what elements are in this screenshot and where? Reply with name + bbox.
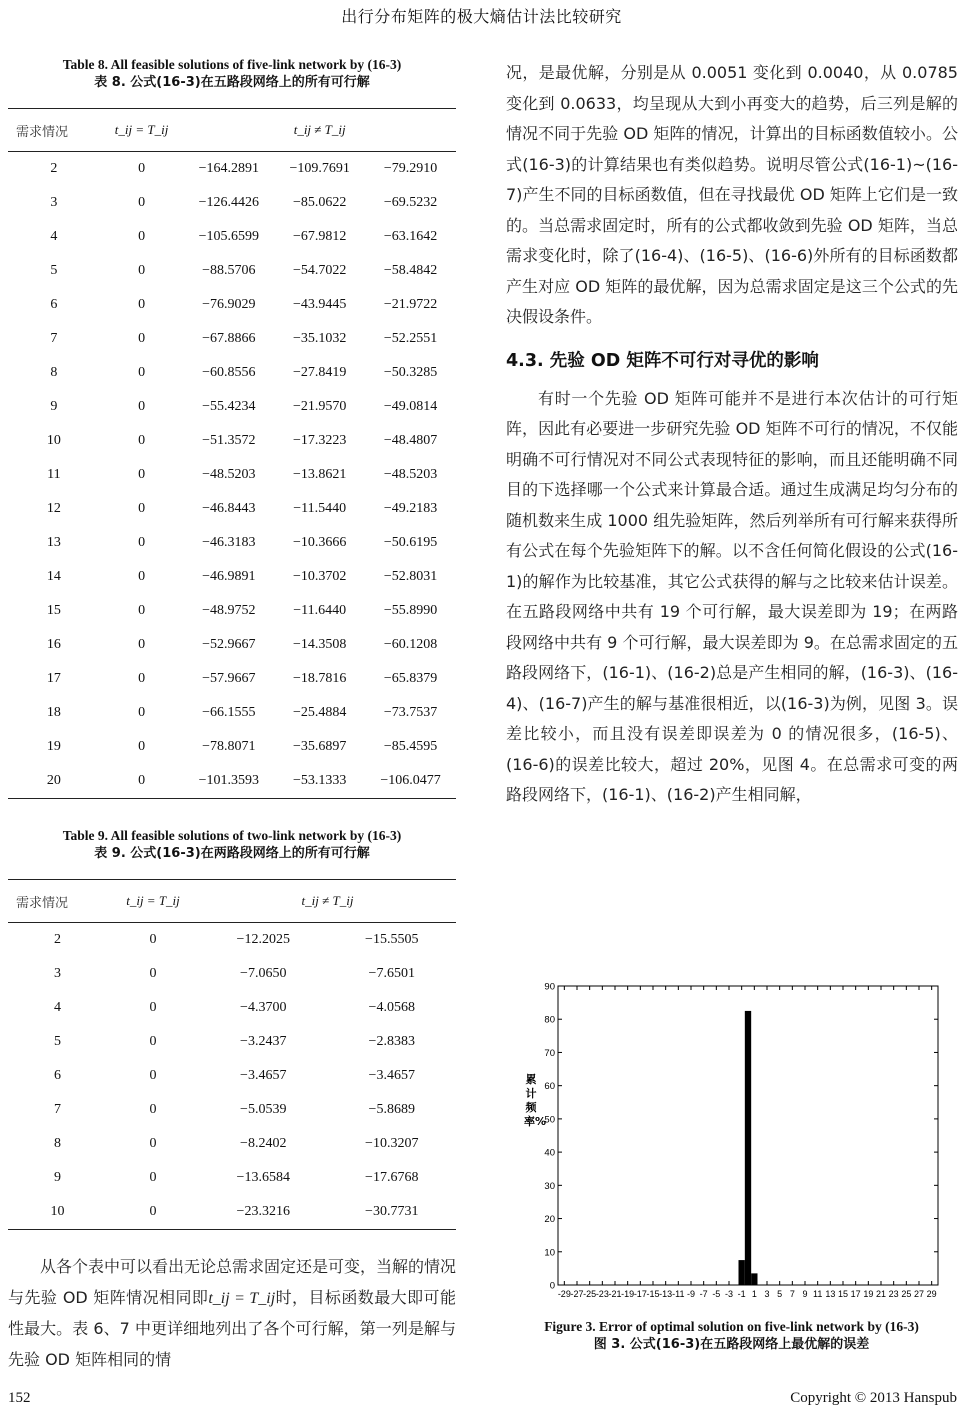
- table-cell: −106.0477: [380, 773, 441, 788]
- table-cell: 12: [46, 501, 61, 516]
- x-tick-label: -7: [699, 1289, 708, 1299]
- table-cell: −12.2025: [236, 932, 290, 947]
- table-cell: −52.2551: [383, 331, 438, 346]
- table-cell: −13.6584: [236, 1170, 290, 1185]
- table-row: [8, 186, 456, 220]
- x-tick-label: -11: [672, 1289, 685, 1299]
- table-cell: −57.9667: [202, 671, 256, 686]
- table-row: [8, 322, 456, 356]
- table-cell: −8.2402: [240, 1136, 287, 1151]
- table-cell: 0: [138, 399, 146, 414]
- table-cell: −60.1208: [383, 637, 438, 652]
- table-cell: −48.5203: [202, 467, 256, 482]
- x-tick-label: 19: [863, 1289, 874, 1299]
- table9-header-row: [8, 880, 456, 923]
- table-cell: 11: [47, 467, 61, 482]
- table9-caption: [8, 827, 456, 863]
- table-row: [8, 1093, 456, 1127]
- table-cell: −73.7537: [383, 705, 438, 720]
- figure3-caption-en: Figure 3. Error of optimal solution on five-link network by (16-3): [544, 1319, 919, 1334]
- table8-body: [8, 152, 456, 799]
- table-cell: −48.9752: [202, 603, 256, 618]
- table-cell: −69.5232: [383, 195, 438, 210]
- section-heading: 4.3. 先验 OD 矩阵不可行对寻优的影响: [506, 350, 819, 371]
- table-row: [8, 594, 456, 628]
- table-row: [8, 764, 456, 799]
- table-cell: 7: [54, 1102, 61, 1117]
- table-cell: −15.5505: [365, 932, 419, 947]
- table-cell: −43.9445: [292, 297, 347, 312]
- table-cell: 0: [138, 671, 146, 686]
- table-cell: −25.4884: [292, 705, 347, 720]
- x-tick-label: -15: [646, 1289, 660, 1299]
- x-tick-label: 11: [812, 1289, 823, 1299]
- table-cell: 18: [46, 705, 61, 720]
- table-cell: −88.5706: [202, 263, 256, 278]
- table-row: [8, 152, 456, 187]
- y-tick-label: 80: [544, 1014, 555, 1026]
- table-cell: 0: [138, 569, 146, 584]
- table9-body: [8, 923, 456, 1230]
- table-row: [8, 662, 456, 696]
- table-cell: 9: [50, 399, 58, 414]
- table-row: [8, 923, 456, 958]
- table-cell: 0: [138, 195, 146, 210]
- table-cell: 0: [149, 1102, 157, 1117]
- table-cell: 14: [46, 569, 61, 584]
- table8-header-equal-text: t_ij = T_ij: [114, 122, 169, 137]
- table-cell: −49.0814: [383, 399, 438, 414]
- table8-caption-zh: 表 8. 公式(16-3)在五路段网络上的所有可行解: [94, 75, 370, 90]
- table-cell: −17.3223: [292, 433, 347, 448]
- x-tick-label: 9: [802, 1289, 808, 1299]
- y-tick-label: 50: [544, 1114, 555, 1126]
- x-tick-label: 15: [837, 1289, 849, 1299]
- table-cell: 0: [149, 1000, 157, 1015]
- table8-header-demand: 需求情况: [16, 124, 69, 140]
- table-cell: 5: [50, 263, 58, 278]
- table-cell: −101.3593: [198, 773, 259, 788]
- y-tick-label: 30: [544, 1180, 555, 1192]
- table-cell: −30.7731: [365, 1204, 419, 1219]
- table-cell: 0: [149, 966, 157, 981]
- table-cell: −23.3216: [236, 1204, 290, 1219]
- x-tick-label: 5: [777, 1289, 783, 1299]
- table-row: [8, 1127, 456, 1161]
- table-cell: 0: [138, 739, 146, 754]
- table-row: [8, 492, 456, 526]
- table9-caption-en: Table 9. All feasible solutions of two-link network by (16-3): [62, 828, 402, 843]
- table-row: [8, 1161, 456, 1195]
- x-tick-label: -1: [737, 1289, 746, 1299]
- table-cell: 6: [50, 297, 58, 312]
- table-cell: 3: [50, 195, 58, 210]
- table9-header-notequal-text: t_ij ≠ T_ij: [301, 893, 354, 908]
- table-cell: −58.4842: [383, 263, 438, 278]
- table-cell: 9: [54, 1170, 61, 1185]
- table-row: [8, 1025, 456, 1059]
- table-cell: 0: [138, 773, 146, 788]
- table-row: [8, 288, 456, 322]
- y-tick-label: 10: [544, 1247, 555, 1259]
- table8-caption: [8, 56, 456, 92]
- x-tick-label: 1: [751, 1289, 757, 1299]
- table-row: [8, 560, 456, 594]
- x-tick-label: 25: [901, 1289, 912, 1299]
- table-cell: −51.3572: [202, 433, 256, 448]
- table-row: [8, 390, 456, 424]
- x-tick-label: -27: [570, 1289, 584, 1299]
- table-cell: −21.9570: [292, 399, 347, 414]
- table-cell: −49.2183: [383, 501, 438, 516]
- table-cell: −14.3508: [292, 637, 347, 652]
- table-cell: −48.5203: [383, 467, 438, 482]
- table-row: [8, 991, 456, 1025]
- table-cell: −10.3702: [292, 569, 347, 584]
- x-tick-label: 17: [850, 1289, 861, 1299]
- table-cell: 10: [50, 1204, 65, 1219]
- table-cell: 0: [138, 705, 146, 720]
- x-tick-label: 29: [926, 1289, 937, 1299]
- y-tick-label: 60: [544, 1081, 555, 1093]
- table-cell: 16: [46, 637, 61, 652]
- table-cell: 7: [50, 331, 58, 346]
- page-number: 152: [8, 1390, 31, 1406]
- table-row: [8, 1195, 456, 1230]
- x-tick-label: -13: [659, 1289, 673, 1299]
- table-row: [8, 730, 456, 764]
- table-cell: 10: [46, 433, 61, 448]
- table-row: [8, 356, 456, 390]
- table-cell: −79.2910: [383, 161, 438, 176]
- table-cell: −46.8443: [202, 501, 256, 516]
- histogram-bar: [745, 1011, 751, 1285]
- table-row: [8, 458, 456, 492]
- table-cell: 0: [138, 603, 146, 618]
- x-tick-label: -5: [712, 1289, 721, 1299]
- table8-header-row: [8, 109, 456, 152]
- table-cell: −60.8556: [202, 365, 256, 380]
- table-cell: 5: [54, 1034, 61, 1049]
- table-row: [8, 957, 456, 991]
- table-cell: −50.3285: [383, 365, 438, 380]
- table-cell: −35.1032: [292, 331, 347, 346]
- y-tick-label: 20: [544, 1214, 555, 1226]
- right-paragraph-2: 有时一个先验 OD 矩阵可能并不是进行本次估计的可行矩阵，因此有必要进一步研究先验 OD 矩阵不可行的情况，不仅能明确不可行情况对不同公式表现特征的影响，而且还能明确不同目的下选择哪一个公式来计算最合适。通过生成满足均匀分布的随机数来生成 1000 组先验矩阵，然后列举所有可行解来获得所有公式在每个先验矩阵下的解。以不含任何简化假设的公式(16-1)的解作为比较基准，其它公式获得的解与之比较来估计误差。在五路段网络中共有 19 个可行解，最大误差即为 19；在两路段网络中共有 9 个可行解，最大误差即为 9。在总需求固定的五路段网络下，(16-1)、(16-2)总是产生相同的解，(16-3)、(16-4)、(16-7)产生的解与基准很相近，以(16-3)为例，见图 3。误差比较小，而且没有误差即误差为 0 的情况很多，(16-5)、(16-6)的误差比较大，超过 20%，见图 4。在总需求可变的两路段网络下，(16-1)、(16-2)产生相同解，: [506, 388, 958, 804]
- table-cell: 0: [138, 331, 146, 346]
- table-cell: −3.4657: [368, 1068, 415, 1083]
- table-cell: 2: [54, 932, 61, 947]
- copyright: Copyright © 2013 Hanspub: [790, 1390, 957, 1406]
- table-cell: 0: [149, 1170, 157, 1185]
- table-cell: 0: [138, 161, 146, 176]
- table-row: [8, 424, 456, 458]
- table-cell: 13: [46, 535, 61, 550]
- table-row: [8, 628, 456, 662]
- table-cell: −17.6768: [365, 1170, 419, 1185]
- x-tick-label: -25: [583, 1289, 597, 1299]
- table-cell: 0: [149, 1068, 157, 1083]
- right-column: [506, 58, 958, 811]
- left-paragraph: [8, 1252, 456, 1375]
- table-cell: −5.8689: [368, 1102, 415, 1117]
- table-cell: −65.8379: [383, 671, 438, 686]
- x-tick-label: 27: [913, 1289, 925, 1299]
- table-cell: 6: [54, 1068, 61, 1083]
- table-cell: −4.3700: [240, 1000, 287, 1015]
- x-tick-label: 21: [875, 1289, 887, 1299]
- y-tick-label: 70: [544, 1047, 555, 1059]
- table-cell: −27.8419: [292, 365, 347, 380]
- x-tick-label: -21: [608, 1289, 622, 1299]
- table-cell: 0: [138, 365, 146, 380]
- table9-header-demand: 需求情况: [16, 895, 69, 911]
- table-cell: 0: [138, 637, 146, 652]
- table-cell: −13.8621: [292, 467, 347, 482]
- table-cell: 0: [138, 535, 146, 550]
- table-cell: 4: [50, 229, 58, 244]
- table-cell: −46.9891: [202, 569, 256, 584]
- table-cell: −21.9722: [383, 297, 438, 312]
- table-cell: −10.3207: [365, 1136, 419, 1151]
- table9-header-equal: [107, 880, 199, 923]
- table-cell: −3.2437: [240, 1034, 287, 1049]
- table-cell: −54.7022: [292, 263, 347, 278]
- y-axis-label: 累计频率%: [524, 1073, 547, 1128]
- table-cell: −53.1333: [292, 773, 347, 788]
- x-tick-label: 7: [789, 1289, 795, 1299]
- table-cell: 17: [46, 671, 61, 686]
- table-row: [8, 526, 456, 560]
- table-cell: −109.7691: [289, 161, 350, 176]
- table-cell: −78.8071: [202, 739, 256, 754]
- table-cell: −7.6501: [368, 966, 415, 981]
- x-tick-label: -3: [724, 1289, 734, 1299]
- table9-header-equal-text: t_ij = T_ij: [126, 893, 180, 908]
- x-tick-label: -19: [621, 1289, 635, 1299]
- table-cell: −46.3183: [202, 535, 256, 550]
- table-cell: −7.0650: [240, 966, 287, 981]
- table-cell: 0: [149, 1034, 157, 1049]
- table-cell: 0: [149, 1204, 157, 1219]
- y-tick-label: 0: [549, 1280, 555, 1292]
- table-cell: −52.9667: [202, 637, 256, 652]
- table8-header-equal: [100, 109, 184, 152]
- left-paragraph-math: t_ij = T_ij: [208, 1289, 276, 1307]
- table-cell: 2: [50, 161, 58, 176]
- left-paragraph-part1: 从各个表中可以看出无论总需求固定还是可变，当解的情况与先验 OD 矩阵情况相同即: [8, 1257, 457, 1307]
- table-cell: −67.8866: [202, 331, 256, 346]
- table-cell: −55.8990: [383, 603, 438, 618]
- running-head: 出行分布矩阵的极大熵估计法比较研究: [341, 7, 622, 26]
- table-cell: −50.6195: [383, 535, 438, 550]
- right-paragraph-1: 况，是最优解，分别是从 0.0051 变化到 0.0040，从 0.0785 变化到 0.0633，均呈现从大到小再变大的趋势，后三列是解的情况不同于先验 OD 矩阵的情况，计算出的目标函数值较小。公式(16-3)的计算结果也有类似趋势。说明尽管公式(16-1)~(16-7)产生不同的目标函数值，但在寻找最优 OD 矩阵上它们是一致的。当总需求固定时，所有的公式都收敛到先验 OD 矩阵，当总需求变化时，除了(16-4)、(16-5)、(16-6)外所有的目标函数都产生对应 OD 矩阵的最优解，因为总需求固定是这三个公式的先决假设条件。: [506, 63, 958, 326]
- table9-caption-zh: 表 9. 公式(16-3)在两路段网络上的所有可行解: [94, 846, 370, 861]
- table-cell: −48.4807: [383, 433, 438, 448]
- figure3-caption-zh: 图 3. 公式(16-3)在五路段网络上最优解的误差: [593, 1337, 870, 1352]
- table-row: [8, 1059, 456, 1093]
- table-cell: −164.2891: [198, 161, 259, 176]
- table8: [8, 108, 456, 799]
- table-cell: −85.4595: [383, 739, 438, 754]
- table-cell: −3.4657: [240, 1068, 287, 1083]
- table-cell: 20: [46, 773, 61, 788]
- figure3-chart: [510, 975, 960, 1305]
- table9-header-notequal: [199, 880, 456, 923]
- table-row: [8, 220, 456, 254]
- table-cell: −18.7816: [292, 671, 347, 686]
- x-tick-label: 3: [764, 1289, 770, 1299]
- y-tick-label: 90: [544, 981, 555, 993]
- table-cell: 3: [54, 966, 61, 981]
- table-cell: −35.6897: [292, 739, 347, 754]
- table-cell: −10.3666: [292, 535, 347, 550]
- table-cell: −11.6440: [293, 603, 347, 618]
- table-cell: 0: [138, 297, 146, 312]
- x-tick-label: 23: [888, 1289, 899, 1299]
- table-cell: −66.1555: [202, 705, 256, 720]
- table-row: [8, 696, 456, 730]
- x-tick-label: 13: [825, 1289, 836, 1299]
- table-cell: 15: [46, 603, 61, 618]
- table-cell: −5.0539: [240, 1102, 287, 1117]
- table-cell: −11.5440: [293, 501, 347, 516]
- table-cell: −105.6599: [198, 229, 259, 244]
- table-cell: −52.8031: [383, 569, 438, 584]
- table-cell: 19: [46, 739, 61, 754]
- table-cell: −2.8383: [368, 1034, 415, 1049]
- left-paragraph-part2: 时，目标函数最大即可能性最大。表 6、7 中更详细地列出了各个可行解，第一列是解与先验 OD 矩阵相同的情: [8, 1287, 456, 1369]
- table-cell: 8: [54, 1136, 61, 1151]
- table-cell: −126.4426: [198, 195, 259, 210]
- table9: [8, 879, 456, 1230]
- table-cell: 0: [138, 229, 146, 244]
- histogram-svg: [510, 975, 960, 1305]
- x-tick-label: -23: [595, 1289, 609, 1299]
- x-tick-label: -17: [633, 1289, 647, 1299]
- table-row: [8, 254, 456, 288]
- table-cell: 0: [149, 1136, 157, 1151]
- table-cell: −76.9029: [202, 297, 256, 312]
- table8-caption-en: Table 8. All feasible solutions of five-link network by (16-3): [62, 57, 402, 72]
- table8-header-notequal: [183, 109, 456, 152]
- table-cell: −85.0622: [292, 195, 347, 210]
- table-cell: −55.4234: [202, 399, 256, 414]
- x-tick-label: -29: [557, 1289, 571, 1299]
- table-cell: 0: [138, 467, 146, 482]
- table-cell: 0: [138, 263, 146, 278]
- table-cell: 0: [138, 501, 146, 516]
- table-cell: 4: [54, 1000, 61, 1015]
- left-column: [8, 56, 456, 1375]
- table-cell: 0: [149, 932, 157, 947]
- figure3-caption: [500, 1318, 963, 1354]
- table-cell: 8: [50, 365, 58, 380]
- table-cell: −67.9812: [292, 229, 347, 244]
- table-cell: −63.1642: [383, 229, 438, 244]
- table-cell: −4.0568: [368, 1000, 415, 1015]
- x-tick-label: -9: [686, 1289, 696, 1299]
- table8-header-notequal-text: t_ij ≠ T_ij: [293, 122, 346, 137]
- table-cell: 0: [138, 433, 146, 448]
- y-tick-label: 40: [544, 1147, 555, 1159]
